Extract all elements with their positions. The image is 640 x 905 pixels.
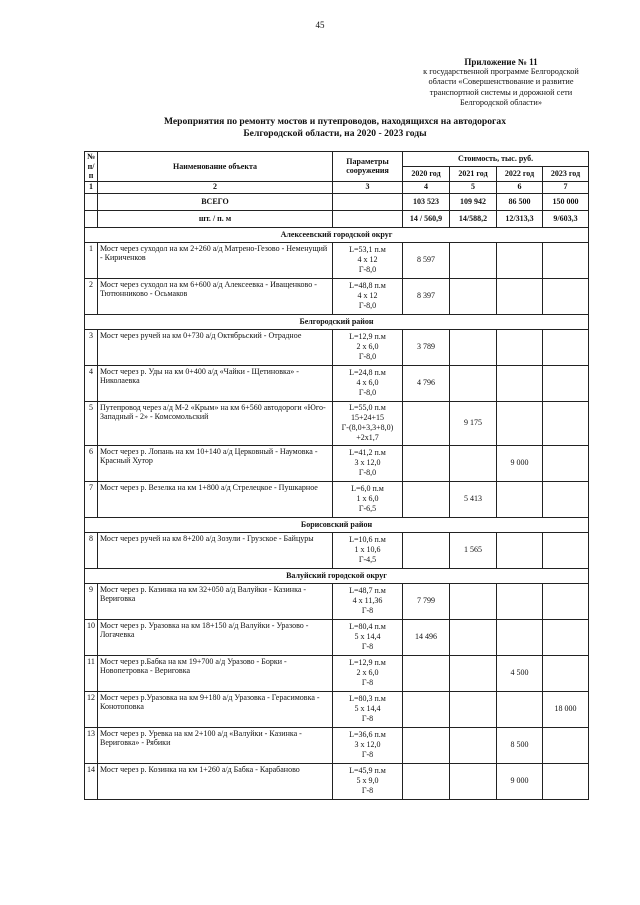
object-name: Мост через р. Уревка на км 2+100 а/д «Валуйки - Казинка - Вериговка» - Рябики	[98, 727, 333, 763]
param-line: Г-4,5	[358, 555, 377, 565]
param-line: Г-8,0	[358, 352, 377, 362]
object-name: Мост через р.Бабка на км 19+700 а/д Уразово - Борки - Новопетровка - Вериговка	[98, 655, 333, 691]
cost-value	[497, 242, 543, 278]
object-params	[333, 583, 403, 619]
table-row	[85, 763, 589, 799]
object-name: Мост через р. Козинка на км 1+260 а/д Бабка - Карабаново	[98, 763, 333, 799]
table-row	[85, 278, 589, 314]
cost-value	[497, 401, 543, 445]
param-line: Г-8	[361, 786, 374, 796]
param-line: L=12,9 п.м	[349, 332, 386, 342]
col-number: 2	[98, 181, 333, 193]
appendix-line: к государственной программе Белгородской	[423, 67, 579, 77]
cost-value	[497, 278, 543, 314]
param-line: 5 х 9,0	[356, 776, 379, 786]
cost-value	[543, 329, 589, 365]
cost-value: 18 000	[543, 691, 589, 727]
param-line: Г-6,5	[358, 504, 377, 514]
cost-value	[450, 583, 497, 619]
row-number: 2	[85, 278, 98, 314]
param-line: L=10,6 п.м	[349, 535, 386, 545]
bridges-table	[84, 151, 589, 800]
table-row	[85, 691, 589, 727]
param-line: 2 х 6,0	[356, 668, 379, 678]
cost-value	[403, 401, 450, 445]
object-name: Мост через р. Лопань на км 10+140 а/д Церковный - Наумовка - Красный Хутор	[98, 445, 333, 481]
appendix-header	[396, 57, 606, 108]
param-line: L=48,7 п.м	[349, 586, 386, 596]
cost-value	[403, 763, 450, 799]
cost-value	[450, 278, 497, 314]
param-line: +2х1,7	[356, 433, 379, 443]
param-line: 1 х 10,6	[354, 545, 381, 555]
param-line: L=41,2 п.м	[349, 448, 386, 458]
object-name: Мост через ручей на км 8+200 а/д Зозули - Грузское - Байцуры	[98, 532, 333, 568]
cost-value: 8 397	[403, 278, 450, 314]
cost-value	[450, 329, 497, 365]
param-line: 4 х 11,36	[352, 596, 383, 606]
cost-value	[450, 763, 497, 799]
header-name: Наименование объекта	[98, 152, 333, 182]
document-title-line: Мероприятия по ремонту мостов и путепроводов, находящихся на автодорогах	[163, 116, 507, 127]
document-title-line: Белгородской области, на 2020 - 2023 годы	[243, 127, 427, 139]
object-name: Мост через р.Уразовка на км 9+180 а/д Уразовка - Герасимовка - Конотоповка	[98, 691, 333, 727]
cost-value: 4 796	[403, 365, 450, 401]
total-value: 86 500	[497, 193, 543, 210]
appendix-line: транспортной системы и дорожной сети	[429, 87, 573, 97]
units-row	[85, 210, 589, 227]
cost-value	[543, 401, 589, 445]
param-line: Г-8,0	[358, 388, 377, 398]
units-value: 12/313,3	[497, 210, 543, 227]
row-number: 14	[85, 763, 98, 799]
column-numbers-row	[85, 181, 589, 193]
cost-value: 5 413	[450, 481, 497, 517]
param-line: 15+24+15	[350, 413, 385, 423]
param-line: Г-8,0	[358, 265, 377, 275]
param-line: L=80,3 п.м	[349, 694, 386, 704]
header-year: 2023 год	[543, 167, 589, 181]
cost-value	[543, 242, 589, 278]
document-title	[150, 116, 520, 139]
cost-value	[403, 655, 450, 691]
cost-value: 8 597	[403, 242, 450, 278]
total-value: 103 523	[403, 193, 450, 210]
appendix-line: области «Совершенствование и развитие	[428, 77, 574, 87]
section-row	[85, 517, 589, 532]
param-line: L=48,8 п.м	[349, 281, 386, 291]
header-year: 2020 год	[403, 167, 450, 181]
param-line: 5 х 14,4	[354, 632, 381, 642]
section-row	[85, 227, 589, 242]
row-number: 1	[85, 242, 98, 278]
object-params	[333, 619, 403, 655]
units-value: 9/603,3	[543, 210, 589, 227]
param-line: Г-8	[361, 678, 374, 688]
table-row	[85, 445, 589, 481]
cost-value	[543, 727, 589, 763]
total-value: 150 000	[543, 193, 589, 210]
object-params	[333, 365, 403, 401]
cost-value	[497, 691, 543, 727]
cost-value	[543, 655, 589, 691]
param-line: L=12,9 п.м	[349, 658, 386, 668]
header-year: 2022 год	[497, 167, 543, 181]
header-cost: Стоимость, тыс. руб.	[403, 152, 589, 167]
col-number: 6	[497, 181, 543, 193]
col-number: 7	[543, 181, 589, 193]
cost-value: 9 175	[450, 401, 497, 445]
object-name: Мост через суходол на км 2+260 а/д Матрено-Гезово - Неменущий - Кириченков	[98, 242, 333, 278]
object-name: Мост через р. Уды на км 0+400 а/д «Чайки - Щетиновка» - Николаевка	[98, 365, 333, 401]
cost-value	[450, 445, 497, 481]
cost-value	[450, 365, 497, 401]
param-line: 4 х 12	[357, 291, 378, 301]
cost-value	[450, 691, 497, 727]
param-line: L=53,1 п.м	[349, 245, 386, 255]
param-line: 4 х 6,0	[356, 378, 379, 388]
param-line: Г-8	[361, 606, 374, 616]
param-line: 3 х 12,0	[354, 740, 381, 750]
object-name: Путепровод через а/д М-2 «Крым» на км 6+560 автодороги «Юго-Западный - 2» - Комсомольский	[98, 401, 333, 445]
section-title: Валуйский городской округ	[85, 568, 589, 583]
row-number: 3	[85, 329, 98, 365]
table-row	[85, 329, 589, 365]
units-value: 14 / 560,9	[403, 210, 450, 227]
param-line: 5 х 14,4	[354, 704, 381, 714]
table-row	[85, 655, 589, 691]
param-line: Г-8	[361, 642, 374, 652]
param-line: L=36,6 п.м	[349, 730, 386, 740]
units-label: шт. / п. м	[98, 210, 333, 227]
cost-value: 4 500	[497, 655, 543, 691]
col-number: 5	[450, 181, 497, 193]
param-line: L=6,0 п.м	[351, 484, 384, 494]
cost-value	[497, 583, 543, 619]
table-row	[85, 727, 589, 763]
cost-value	[497, 619, 543, 655]
row-number: 5	[85, 401, 98, 445]
units-value: 14/588,2	[450, 210, 497, 227]
param-line: 4 х 12	[357, 255, 378, 265]
appendix-title: Приложение № 11	[464, 57, 538, 67]
row-number: 10	[85, 619, 98, 655]
section-title: Алексеевский городской округ	[85, 227, 589, 242]
cost-value: 1 565	[450, 532, 497, 568]
param-line: L=80,4 п.м	[349, 622, 386, 632]
row-number: 8	[85, 532, 98, 568]
row-number: 12	[85, 691, 98, 727]
table-row	[85, 365, 589, 401]
appendix-line: Белгородской области»	[459, 97, 543, 107]
cost-value: 8 500	[497, 727, 543, 763]
object-params	[333, 278, 403, 314]
object-params	[333, 727, 403, 763]
param-line: Г-8	[361, 750, 374, 760]
cost-value	[450, 242, 497, 278]
row-number: 11	[85, 655, 98, 691]
section-row	[85, 314, 589, 329]
object-params	[333, 763, 403, 799]
cost-value	[450, 619, 497, 655]
cost-value	[403, 532, 450, 568]
param-line: L=24,8 п.м	[349, 368, 386, 378]
page-number: 45	[315, 20, 325, 30]
param-line: Г-8,0	[358, 468, 377, 478]
total-row	[85, 193, 589, 210]
table-row	[85, 532, 589, 568]
cost-value	[403, 727, 450, 763]
section-title: Борисовский район	[85, 517, 589, 532]
cost-value	[543, 532, 589, 568]
col-number: 3	[333, 181, 403, 193]
cost-value	[543, 481, 589, 517]
cost-value: 14 496	[403, 619, 450, 655]
table-row	[85, 481, 589, 517]
object-name: Мост через р. Казинка на км 32+050 а/д Валуйки - Казинка - Вериговка	[98, 583, 333, 619]
param-line: 3 х 12,0	[354, 458, 381, 468]
header-row	[85, 152, 589, 167]
cost-value	[497, 365, 543, 401]
total-value: 109 942	[450, 193, 497, 210]
cost-value: 9 000	[497, 763, 543, 799]
col-number: 1	[85, 181, 98, 193]
cost-value	[497, 481, 543, 517]
object-params	[333, 691, 403, 727]
param-line: L=45,9 п.м	[349, 766, 386, 776]
param-line: Г-(8,0+3,3+8,0)	[341, 423, 394, 433]
table-row	[85, 583, 589, 619]
total-label: ВСЕГО	[98, 193, 333, 210]
cost-value	[543, 619, 589, 655]
cost-value	[403, 691, 450, 727]
object-params	[333, 445, 403, 481]
cost-value: 3 789	[403, 329, 450, 365]
table-row	[85, 401, 589, 445]
object-params	[333, 329, 403, 365]
cost-value	[450, 727, 497, 763]
cost-value	[403, 445, 450, 481]
section-row	[85, 568, 589, 583]
header-params: Параметры сооружения	[333, 152, 403, 182]
cost-value	[497, 329, 543, 365]
header-year: 2021 год	[450, 167, 497, 181]
object-params	[333, 242, 403, 278]
cost-value	[543, 445, 589, 481]
object-name: Мост через суходол на км 6+600 а/д Алексеевка - Иващенково - Тютюнниково - Осьмаков	[98, 278, 333, 314]
cost-value	[543, 583, 589, 619]
param-line: 2 х 6,0	[356, 342, 379, 352]
section-title: Белгородский район	[85, 314, 589, 329]
param-line: Г-8,0	[358, 301, 377, 311]
object-name: Мост через р. Везелка на км 1+800 а/д Стрелецкое - Пушкарное	[98, 481, 333, 517]
param-line: 1 х 6,0	[356, 494, 379, 504]
cost-value	[403, 481, 450, 517]
object-params	[333, 401, 403, 445]
cost-value: 7 799	[403, 583, 450, 619]
col-number: 4	[403, 181, 450, 193]
object-params	[333, 655, 403, 691]
object-name: Мост через ручей на км 0+730 а/д Октябрьский - Отрадное	[98, 329, 333, 365]
object-params	[333, 532, 403, 568]
row-number: 6	[85, 445, 98, 481]
cost-value	[450, 655, 497, 691]
row-number: 13	[85, 727, 98, 763]
param-line: L=55,0 п.м	[349, 403, 386, 413]
row-number: 9	[85, 583, 98, 619]
object-name: Мост через р. Уразовка на км 18+150 а/д Валуйки - Уразово - Логачевка	[98, 619, 333, 655]
object-params	[333, 481, 403, 517]
cost-value	[543, 365, 589, 401]
table-row	[85, 619, 589, 655]
row-number: 4	[85, 365, 98, 401]
cost-value	[543, 763, 589, 799]
table-row	[85, 242, 589, 278]
param-line: Г-8	[361, 714, 374, 724]
row-number: 7	[85, 481, 98, 517]
cost-value	[497, 532, 543, 568]
header-num: № п/п	[85, 152, 98, 182]
cost-value	[543, 278, 589, 314]
cost-value: 9 000	[497, 445, 543, 481]
